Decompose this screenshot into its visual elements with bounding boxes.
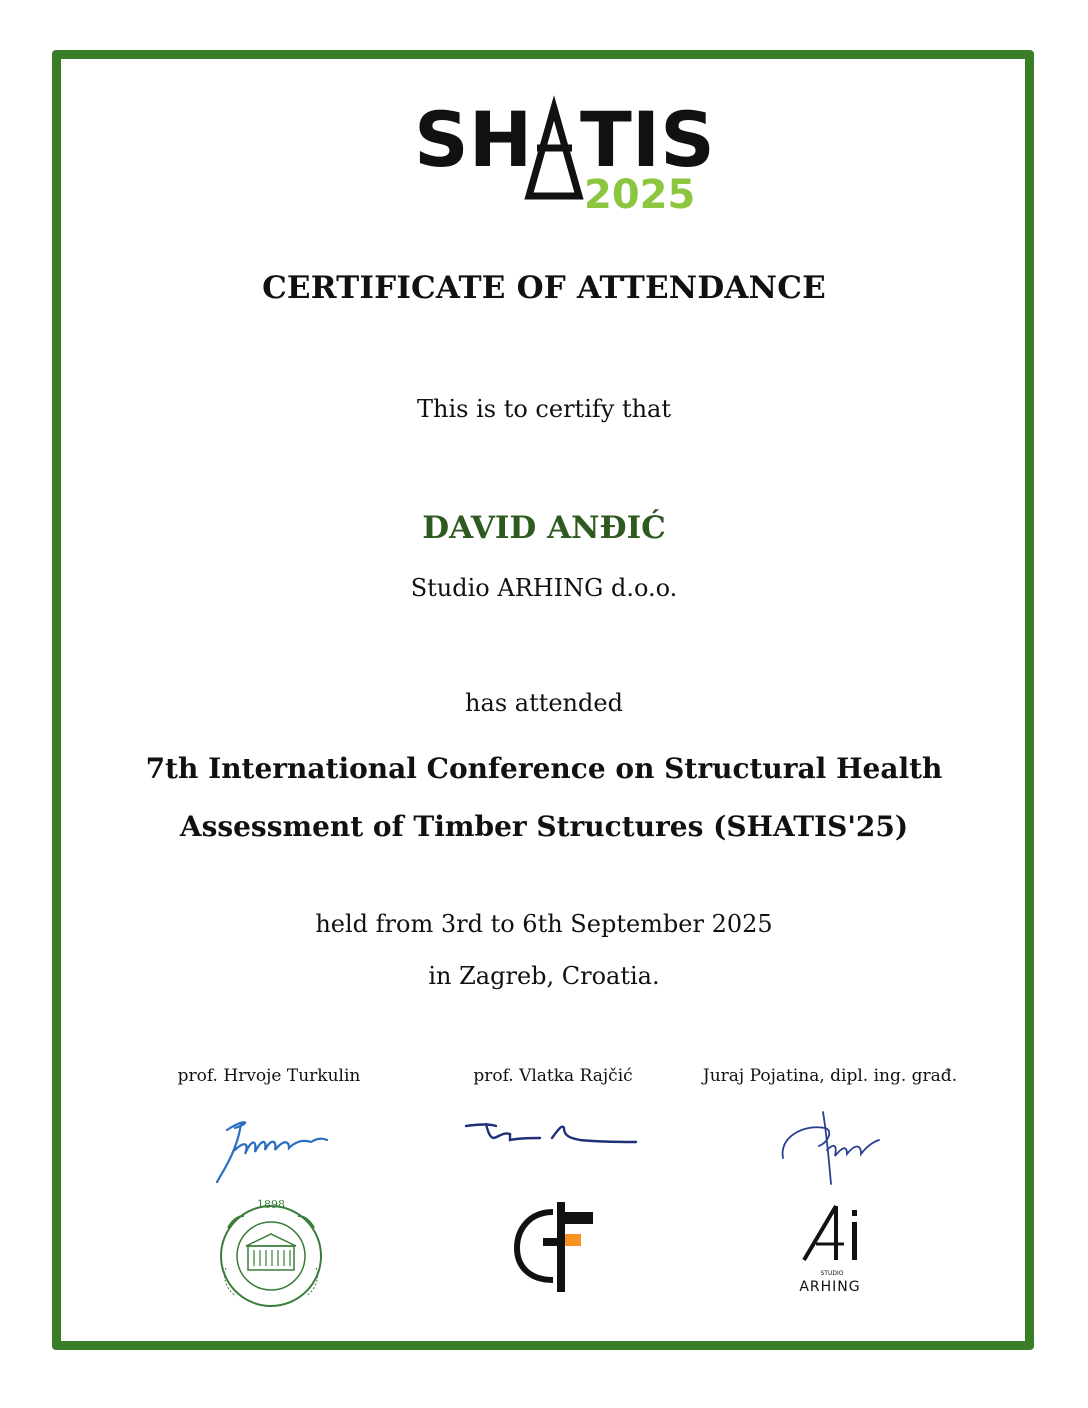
attendee-name: DAVID ANĐIĆ xyxy=(422,510,666,546)
signatory-name: prof. Hrvoje Turkulin xyxy=(177,1066,361,1086)
studio-label: STUDIO xyxy=(820,1270,844,1277)
university-seal-logo xyxy=(212,1198,330,1312)
signatory-name: Juraj Pojatina, dipl. ing. građ. xyxy=(702,1066,958,1086)
faculty-civil-engineering-logo xyxy=(513,1198,597,1294)
logo-tree-icon xyxy=(529,108,579,196)
conference-title-line-1: 7th International Conference on Structural Health xyxy=(145,752,943,785)
studio-arhing-logo xyxy=(796,1200,866,1296)
arhing-label: ARHING xyxy=(799,1279,861,1295)
conference-title-line-2: Assessment of Timber Structures (SHATIS'25) xyxy=(179,810,909,843)
signatory-name: prof. Vlatka Rajčić xyxy=(473,1066,633,1086)
attendee-organization: Studio ARHING d.o.o. xyxy=(410,574,678,602)
logo-tis: TIS xyxy=(580,95,715,184)
certify-text: This is to certify that xyxy=(417,395,671,423)
signatory-1 xyxy=(119,1066,419,1086)
signature-1 xyxy=(205,1110,335,1190)
shatis-logo xyxy=(414,95,715,218)
certificate-title: CERTIFICATE OF ATTENDANCE xyxy=(262,270,826,306)
seal-year: 1898 xyxy=(257,1198,285,1211)
logo-sh: SH xyxy=(414,95,533,184)
conference-dates: held from 3rd to 6th September 2025 xyxy=(315,910,773,938)
logo-year: 2025 xyxy=(584,172,696,218)
orange-accent xyxy=(565,1234,581,1246)
attended-text: has attended xyxy=(465,689,623,717)
signatory-2 xyxy=(403,1066,703,1086)
signature-3 xyxy=(775,1106,895,1190)
conference-location: in Zagreb, Croatia. xyxy=(428,962,660,990)
signature-2 xyxy=(460,1112,640,1152)
signatory-3 xyxy=(680,1066,980,1086)
conference-title xyxy=(0,740,1088,856)
